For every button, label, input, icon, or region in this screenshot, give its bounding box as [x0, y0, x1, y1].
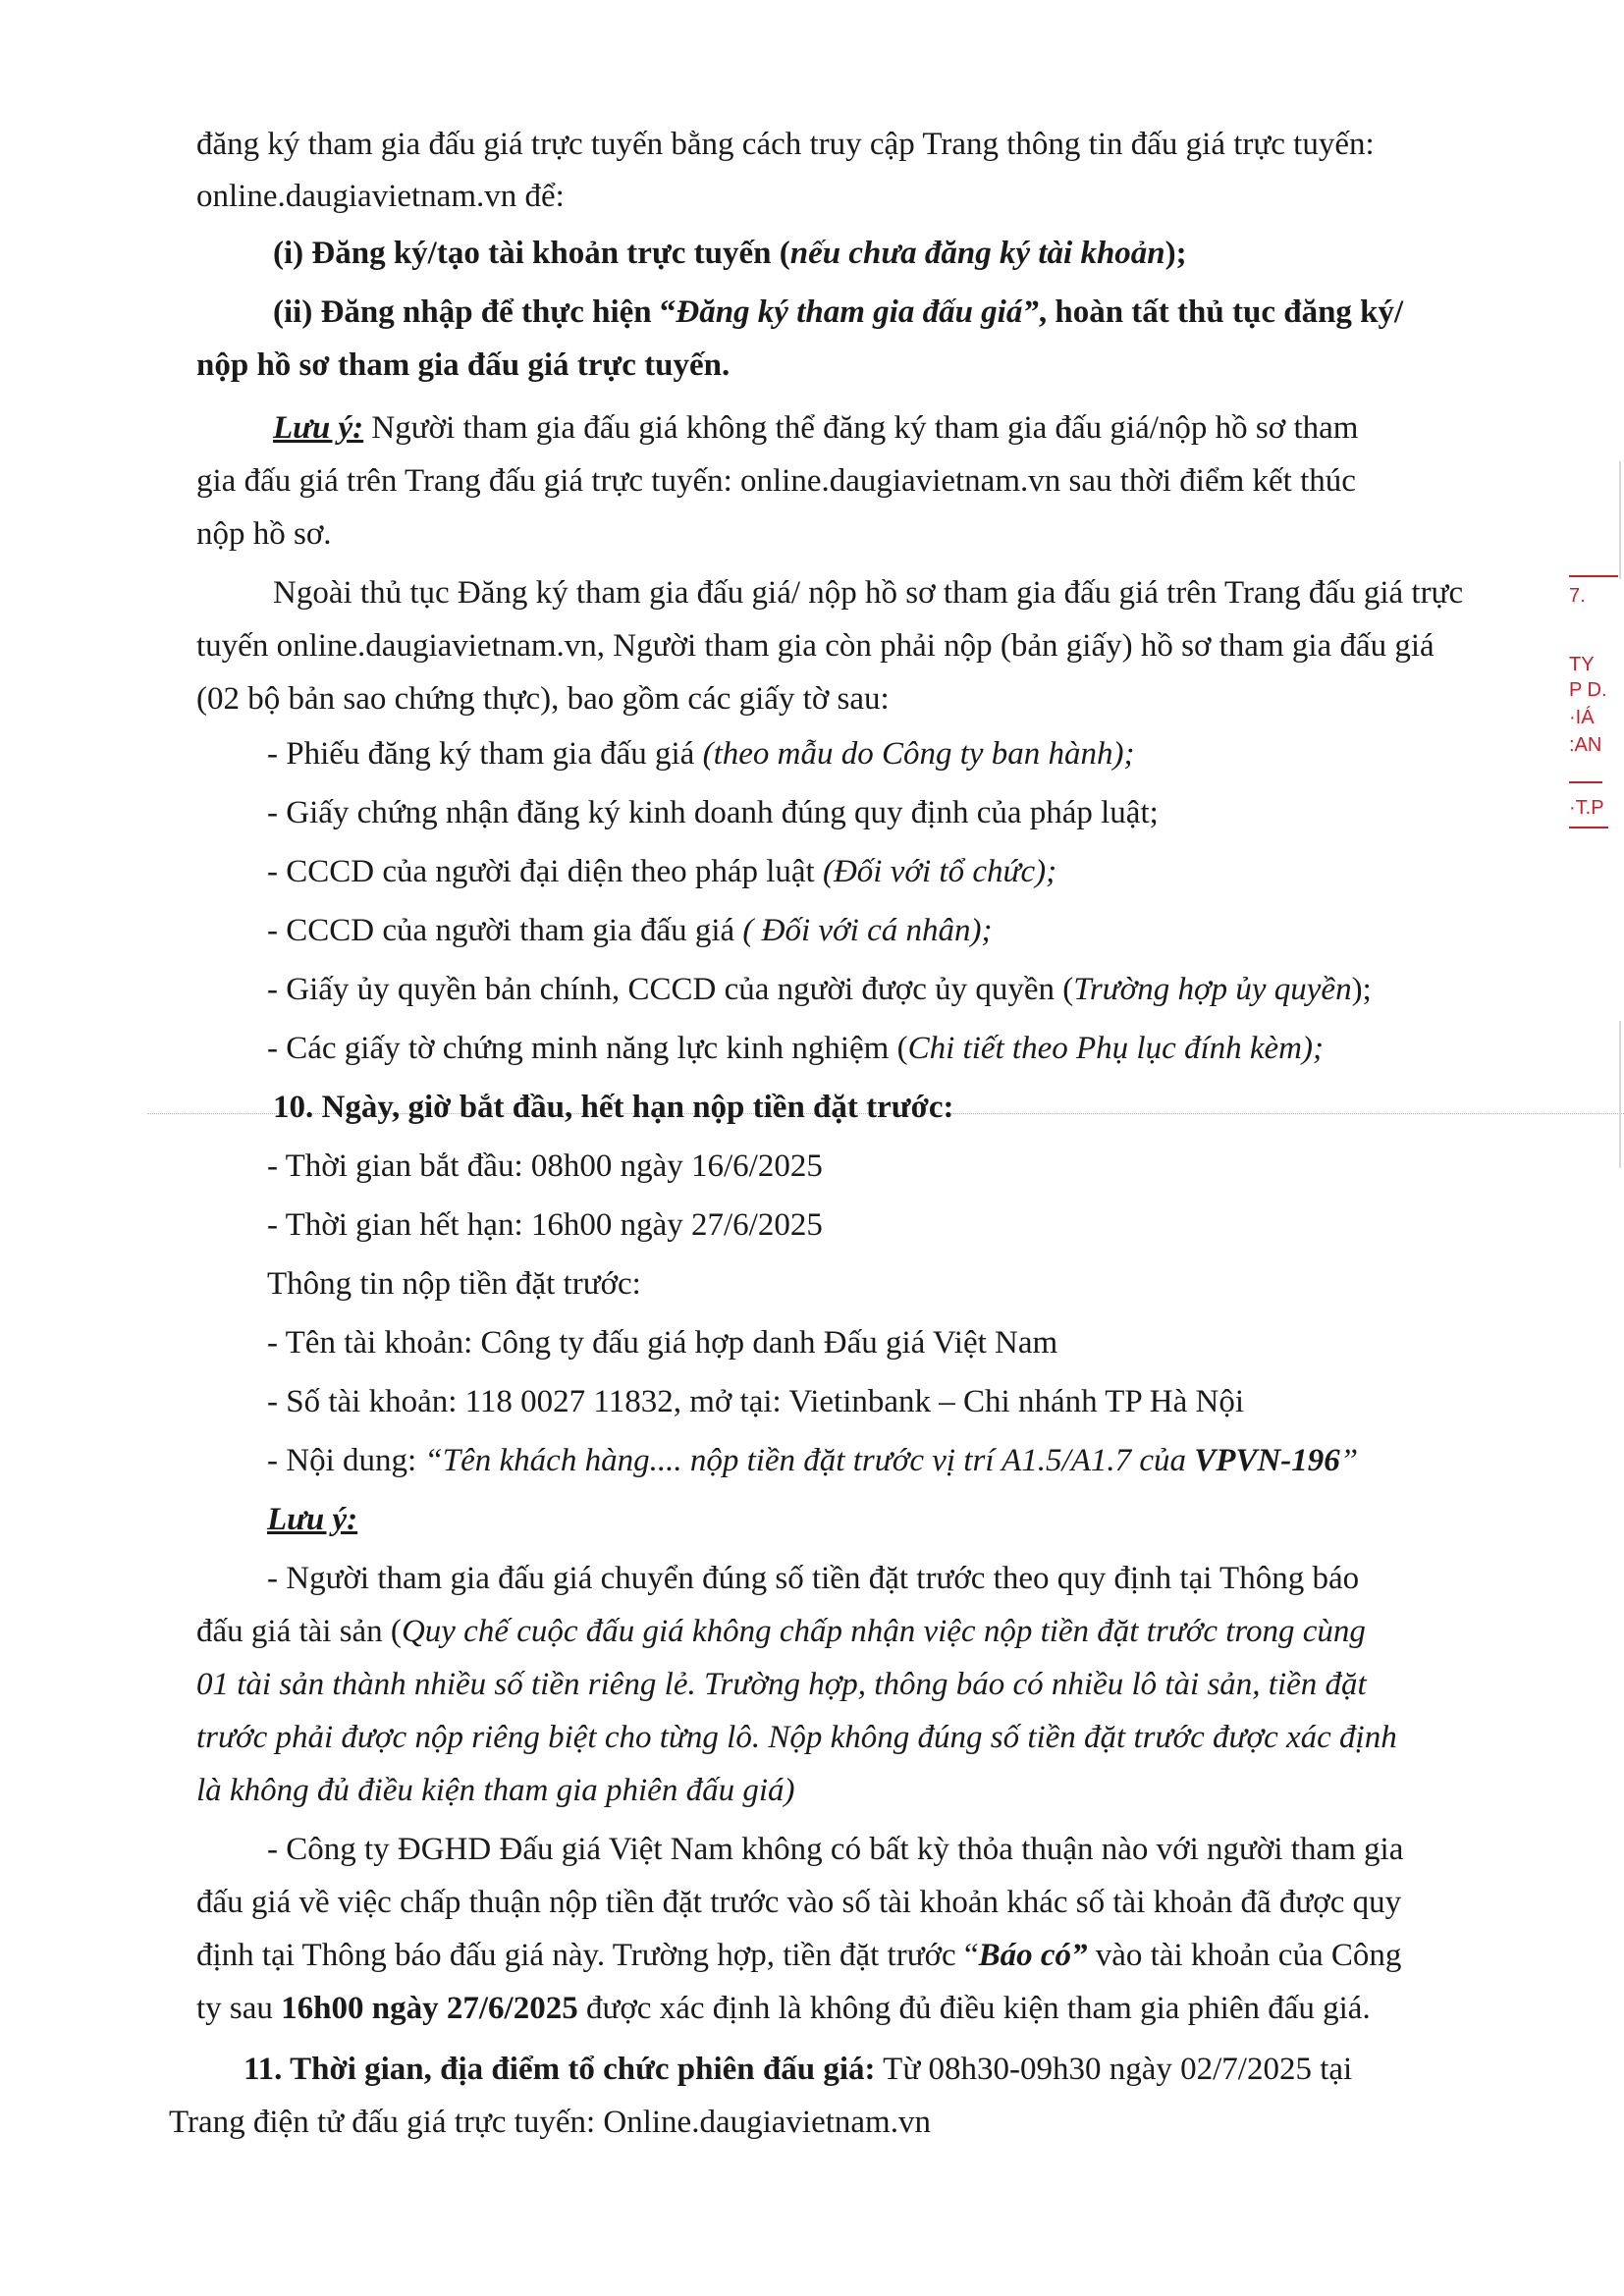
- scan-edge-mark: [1619, 1021, 1621, 1168]
- note-1-line-2: gia đấu giá trên Trang đấu giá trực tuyến: online.daugiavietnam.vn sau thời điểm kết thúc: [196, 463, 1356, 499]
- list-item: - Các giấy tờ chứng minh năng lực kinh nghiệm (Chi tiết theo Phụ lục đính kèm);: [267, 1031, 1324, 1066]
- list-item: - CCCD của người tham gia đấu giá ( Đối với cá nhân);: [267, 913, 993, 948]
- step-login-line-2: nộp hồ sơ tham gia đấu giá trực tuyến.: [196, 347, 731, 383]
- section-11-line-2: Trang điện tử đấu giá trực tuyến: Online.daugiavietnam.vn: [169, 2105, 931, 2140]
- list-item: - Giấy ủy quyền bản chính, CCCD của người được ủy quyền (Trường hợp ủy quyền);: [267, 972, 1372, 1007]
- section-10-heading: 10. Ngày, giờ bắt đầu, hết hạn nộp tiền đặt trước:: [273, 1090, 954, 1125]
- step-login: (ii) Đăng nhập để thực hiện “Đăng ký tham gia đấu giá”, hoàn tất thủ tục đăng ký/: [273, 294, 1404, 330]
- note-1-line-1: Lưu ý: Người tham gia đấu giá không thể đăng ký tham gia đấu giá/nộp hồ sơ tham: [273, 410, 1359, 446]
- note-label: Lưu ý:: [273, 410, 364, 446]
- extra-line-1: Ngoài thủ tục Đăng ký tham gia đấu giá/ nộp hồ sơ tham gia đấu giá trên Trang đấu giá trực: [273, 575, 1464, 611]
- list-item: - CCCD của người đại diện theo pháp luật (Đối với tổ chức);: [267, 854, 1057, 889]
- deposit-info-title: Thông tin nộp tiền đặt trước:: [267, 1266, 641, 1302]
- list-item: - Phiếu đăng ký tham gia đấu giá (theo mẫu do Công ty ban hành);: [267, 736, 1135, 772]
- note-2-p1-line-2: đấu giá tài sản (Quy chế cuộc đấu giá không chấp nhận việc nộp tiền đặt trước trong cùng: [196, 1614, 1366, 1649]
- account-number: - Số tài khoản: 118 0027 11832, mở tại: Vietinbank – Chi nhánh TP Hà Nội: [267, 1384, 1245, 1419]
- note-2-p1-line-5: là không đủ điều kiện tham gia phiên đấu giá): [196, 1773, 795, 1808]
- transfer-content: - Nội dung: “Tên khách hàng.... nộp tiền đặt trước vị trí A1.5/A1.7 của VPVN-196”: [267, 1443, 1359, 1478]
- note-2-p1-line-3: 01 tài sản thành nhiều số tiền riêng lẻ. Trường hợp, thông báo có nhiều lô tài sản, tiền đặt: [196, 1667, 1367, 1702]
- intro-line-2: online.daugiavietnam.vn để:: [196, 179, 565, 214]
- note-2-p2-line-2: đấu giá về việc chấp thuận nộp tiền đặt trước vào số tài khoản khác số tài khoản đã được quy: [196, 1885, 1402, 1920]
- red-seal-fragment: 7. TY P D. ·IÁ :AN ·T.P: [1565, 569, 1624, 864]
- step-create-account: (i) Đăng ký/tạo tài khoản trực tuyến (nếu chưa đăng ký tài khoản);: [273, 236, 1187, 271]
- account-name: - Tên tài khoản: Công ty đấu giá hợp danh Đấu giá Việt Nam: [267, 1325, 1058, 1361]
- section-11-heading: 11. Thời gian, địa điểm tổ chức phiên đấu giá:: [244, 2052, 876, 2087]
- note-2-label: Lưu ý:: [267, 1502, 358, 1537]
- note-2-p1-line-4: trước phải được nộp riêng biệt cho từng lô. Nộp không đúng số tiền đặt trước được xác định: [196, 1720, 1397, 1755]
- note-2-p2-line-1: - Công ty ĐGHD Đấu giá Việt Nam không có bất kỳ thỏa thuận nào với người tham gia: [267, 1832, 1404, 1867]
- deposit-start-time: - Thời gian bắt đầu: 08h00 ngày 16/6/2025: [267, 1148, 823, 1184]
- note-2-p2-line-3: định tại Thông báo đấu giá này. Trường hợp, tiền đặt trước “Báo có” vào tài khoản của Công: [196, 1938, 1402, 1973]
- note-1-line-3: nộp hồ sơ.: [196, 516, 332, 552]
- scan-edge-mark: [1619, 461, 1621, 579]
- note-2-p1-line-1: - Người tham gia đấu giá chuyển đúng số tiền đặt trước theo quy định tại Thông báo: [267, 1561, 1360, 1596]
- extra-line-2: tuyến online.daugiavietnam.vn, Người tham gia còn phải nộp (bản giấy) hồ sơ tham gia đấu giá: [196, 628, 1435, 664]
- extra-line-3: (02 bộ bản sao chứng thực), bao gồm các giấy tờ sau:: [196, 681, 890, 717]
- intro-line-1: đăng ký tham gia đấu giá trực tuyến bằng cách truy cập Trang thông tin đấu giá trực tuyến:: [196, 127, 1375, 162]
- note-2-p2-line-4: ty sau 16h00 ngày 27/6/2025 được xác định là không đủ điều kiện tham gia phiên đấu giá.: [196, 1991, 1371, 2026]
- section-11-line-1: 11. Thời gian, địa điểm tổ chức phiên đấu giá: Từ 08h30-09h30 ngày 02/7/2025 tại: [244, 2052, 1353, 2087]
- deposit-end-time: - Thời gian hết hạn: 16h00 ngày 27/6/2025: [267, 1207, 823, 1243]
- list-item: - Giấy chứng nhận đăng ký kinh doanh đúng quy định của pháp luật;: [267, 795, 1159, 830]
